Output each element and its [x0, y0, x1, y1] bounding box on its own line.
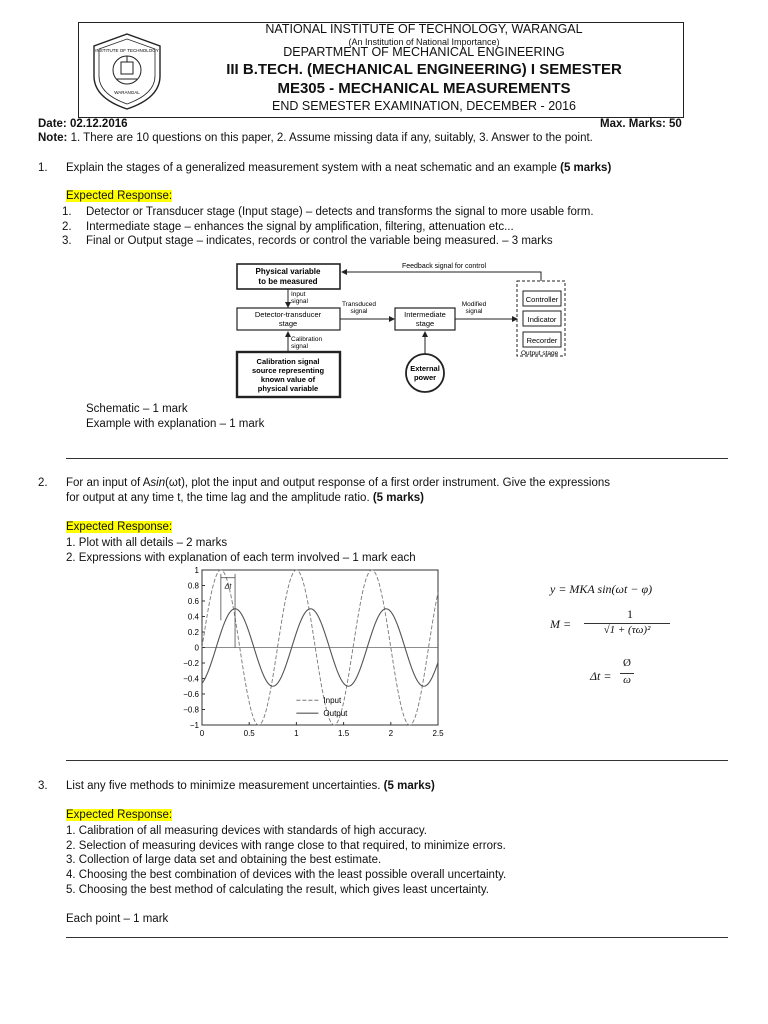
q1-example-marks: Example with explanation – 1 mark — [86, 418, 265, 430]
x-tick-label: 1.5 — [338, 729, 350, 738]
y-tick-label: 0 — [194, 643, 199, 653]
exam-title: END SEMESTER EXAMINATION, DECEMBER - 2016 — [272, 99, 576, 113]
institute-subtitle: (An Institution of National Importance) — [348, 37, 500, 47]
svg-text:signal: signal — [350, 308, 368, 315]
svg-text:Physical variable: Physical variable — [255, 267, 321, 276]
separator-rule — [66, 937, 728, 938]
svg-text:Feedback signal for control: Feedback signal for control — [401, 263, 487, 270]
q1-expected-label: Expected Response: — [66, 190, 173, 202]
amplitude-ratio-num: 1 — [627, 607, 633, 621]
department-name: DEPARTMENT OF MECHANICAL ENGINEERING — [283, 45, 565, 59]
svg-text:source representing: source representing — [251, 366, 325, 375]
q2-item: 2. Expressions with explanation of each term involved – 1 mark each — [66, 552, 416, 564]
delta-t-label: Δt — [224, 583, 232, 591]
time-lag-lhs: Δt = — [590, 669, 612, 683]
q2-item: 1. Plot with all details – 2 marks — [66, 537, 228, 549]
svg-text:Input: Input — [291, 291, 306, 298]
svg-text:stage: stage — [278, 319, 298, 328]
svg-text:Indicator: Indicator — [527, 315, 557, 324]
y-tick-label: −1 — [189, 721, 199, 730]
x-tick-label: 2 — [388, 729, 394, 738]
exam-note: Note: 1. There are 10 questions on this paper, 2. Assume missing data if any, suitably, 3. Answer to the point. — [38, 132, 593, 144]
x-tick-label: 0 — [199, 729, 205, 738]
q3-item: 2. Selection of measuring devices with range close to that required, to minimize errors. — [66, 840, 506, 852]
q3-item: 3. Collection of large data set and obtaining the best estimate. — [66, 854, 382, 866]
max-marks: Max. Marks: 50 — [600, 118, 682, 130]
q3-number: 3. — [38, 780, 48, 792]
q1-item: 2. — [62, 221, 72, 233]
q3-item: 1. Calibration of all measuring devices with standards of high accuracy. — [66, 825, 427, 837]
q3-text: List any five methods to minimize measurement uncertainties. (5 marks) — [66, 780, 435, 792]
x-tick-label: 0.5 — [243, 729, 255, 738]
svg-text:Detector-transducer: Detector-transducer — [254, 310, 322, 319]
exam-date: Date: 02.12.2016 — [38, 118, 128, 130]
q2-expected-label: Expected Response: — [66, 521, 173, 533]
measurement-system-schematic — [234, 256, 568, 406]
logo-text-top: INSTITUTE OF TECHNOLOGY — [95, 48, 159, 53]
course-line: III B.TECH. (MECHANICAL ENGINEERING) I SEMESTER — [226, 61, 622, 78]
first-order-response-chart — [172, 566, 450, 744]
svg-text:known value of: known value of — [260, 375, 316, 384]
y-tick-label: −0.6 — [183, 690, 199, 699]
svg-text:signal: signal — [291, 298, 308, 305]
amplitude-ratio-lhs: M = — [550, 617, 572, 631]
q1-item: 1. — [62, 206, 72, 218]
nitw-logo — [86, 30, 168, 112]
svg-text:Controller: Controller — [525, 295, 559, 304]
subject-title: ME305 - MECHANICAL MEASUREMENTS — [277, 80, 571, 97]
q1-item-text: Detector or Transducer stage (Input stage) – detects and transforms the signal to more usable form. — [86, 206, 594, 218]
y-tick-label: 0.2 — [187, 628, 199, 637]
y-tick-label: −0.4 — [183, 674, 199, 684]
svg-text:power: power — [413, 373, 437, 382]
q1-item-text: Final or Output stage – indicates, records or control the variable being measured. – 3 marks — [86, 235, 553, 247]
institute-name: NATIONAL INSTITUTE OF TECHNOLOGY, WARANGAL — [265, 22, 583, 36]
svg-text:Recorder: Recorder — [526, 336, 558, 345]
q2-number: 2. — [38, 477, 48, 489]
separator-rule — [66, 458, 728, 459]
svg-text:signal: signal — [465, 308, 483, 315]
legend-output-label: Output — [323, 709, 348, 719]
y-tick-label: −0.8 — [183, 705, 199, 715]
q1-schematic-marks: Schematic – 1 mark — [86, 403, 188, 415]
q3-each-point-marks: Each point – 1 mark — [66, 913, 169, 925]
svg-text:stage: stage — [415, 319, 435, 328]
y-tick-label: −0.2 — [183, 659, 199, 668]
separator-rule — [66, 760, 728, 761]
q1-number: 1. — [38, 162, 48, 174]
y-tick-label: 0.8 — [187, 581, 199, 591]
svg-text:Calibration: Calibration — [291, 336, 323, 343]
time-lag-num: Ø — [623, 657, 631, 669]
q3-expected-label: Expected Response: — [66, 809, 173, 821]
svg-text:Intermediate: Intermediate — [404, 310, 446, 319]
svg-text:physical variable: physical variable — [257, 384, 319, 393]
svg-text:Transduced: Transduced — [341, 301, 377, 308]
logo-text-bottom: WARANGAL — [114, 90, 140, 95]
q2-text-line2: for output at any time t, the time lag and the amplitude ratio. (5 marks) — [66, 492, 424, 504]
q1-text: Explain the stages of a generalized measurement system with a neat schematic and an example (5 marks) — [66, 162, 612, 174]
x-tick-label: 2.5 — [432, 729, 444, 738]
output-equation: y = MKA sin(ωt − φ) — [550, 582, 653, 596]
svg-text:Output stage: Output stage — [521, 350, 559, 357]
y-tick-label: 1 — [194, 566, 199, 575]
q1-item-text: Intermediate stage – enhances the signal by amplification, filtering, attenuation etc... — [86, 221, 514, 233]
x-tick-label: 1 — [294, 729, 299, 738]
svg-text:to be measured: to be measured — [258, 277, 318, 286]
q1-item: 3. — [62, 235, 72, 247]
svg-text:Calibration signal: Calibration signal — [256, 357, 320, 366]
y-tick-label: 0.4 — [187, 612, 199, 622]
svg-text:External: External — [410, 364, 440, 373]
svg-text:signal: signal — [291, 343, 308, 350]
q3-item: 4. Choosing the best combination of devices with the least possible overall uncertainty. — [66, 869, 507, 881]
amplitude-ratio-den: √1 + (τω)² — [603, 624, 651, 636]
q3-item: 5. Choosing the best method of calculating the result, which gives least uncertainty. — [66, 884, 489, 896]
svg-text:Modified: Modified — [461, 301, 487, 308]
time-lag-den: ω — [623, 674, 631, 686]
q2-text-line1: For an input of Asin(ωt), plot the input and output response of a first order instrument. Give the expressions — [66, 477, 611, 489]
y-tick-label: 0.6 — [187, 597, 199, 606]
legend-input-label: Input — [323, 696, 342, 706]
